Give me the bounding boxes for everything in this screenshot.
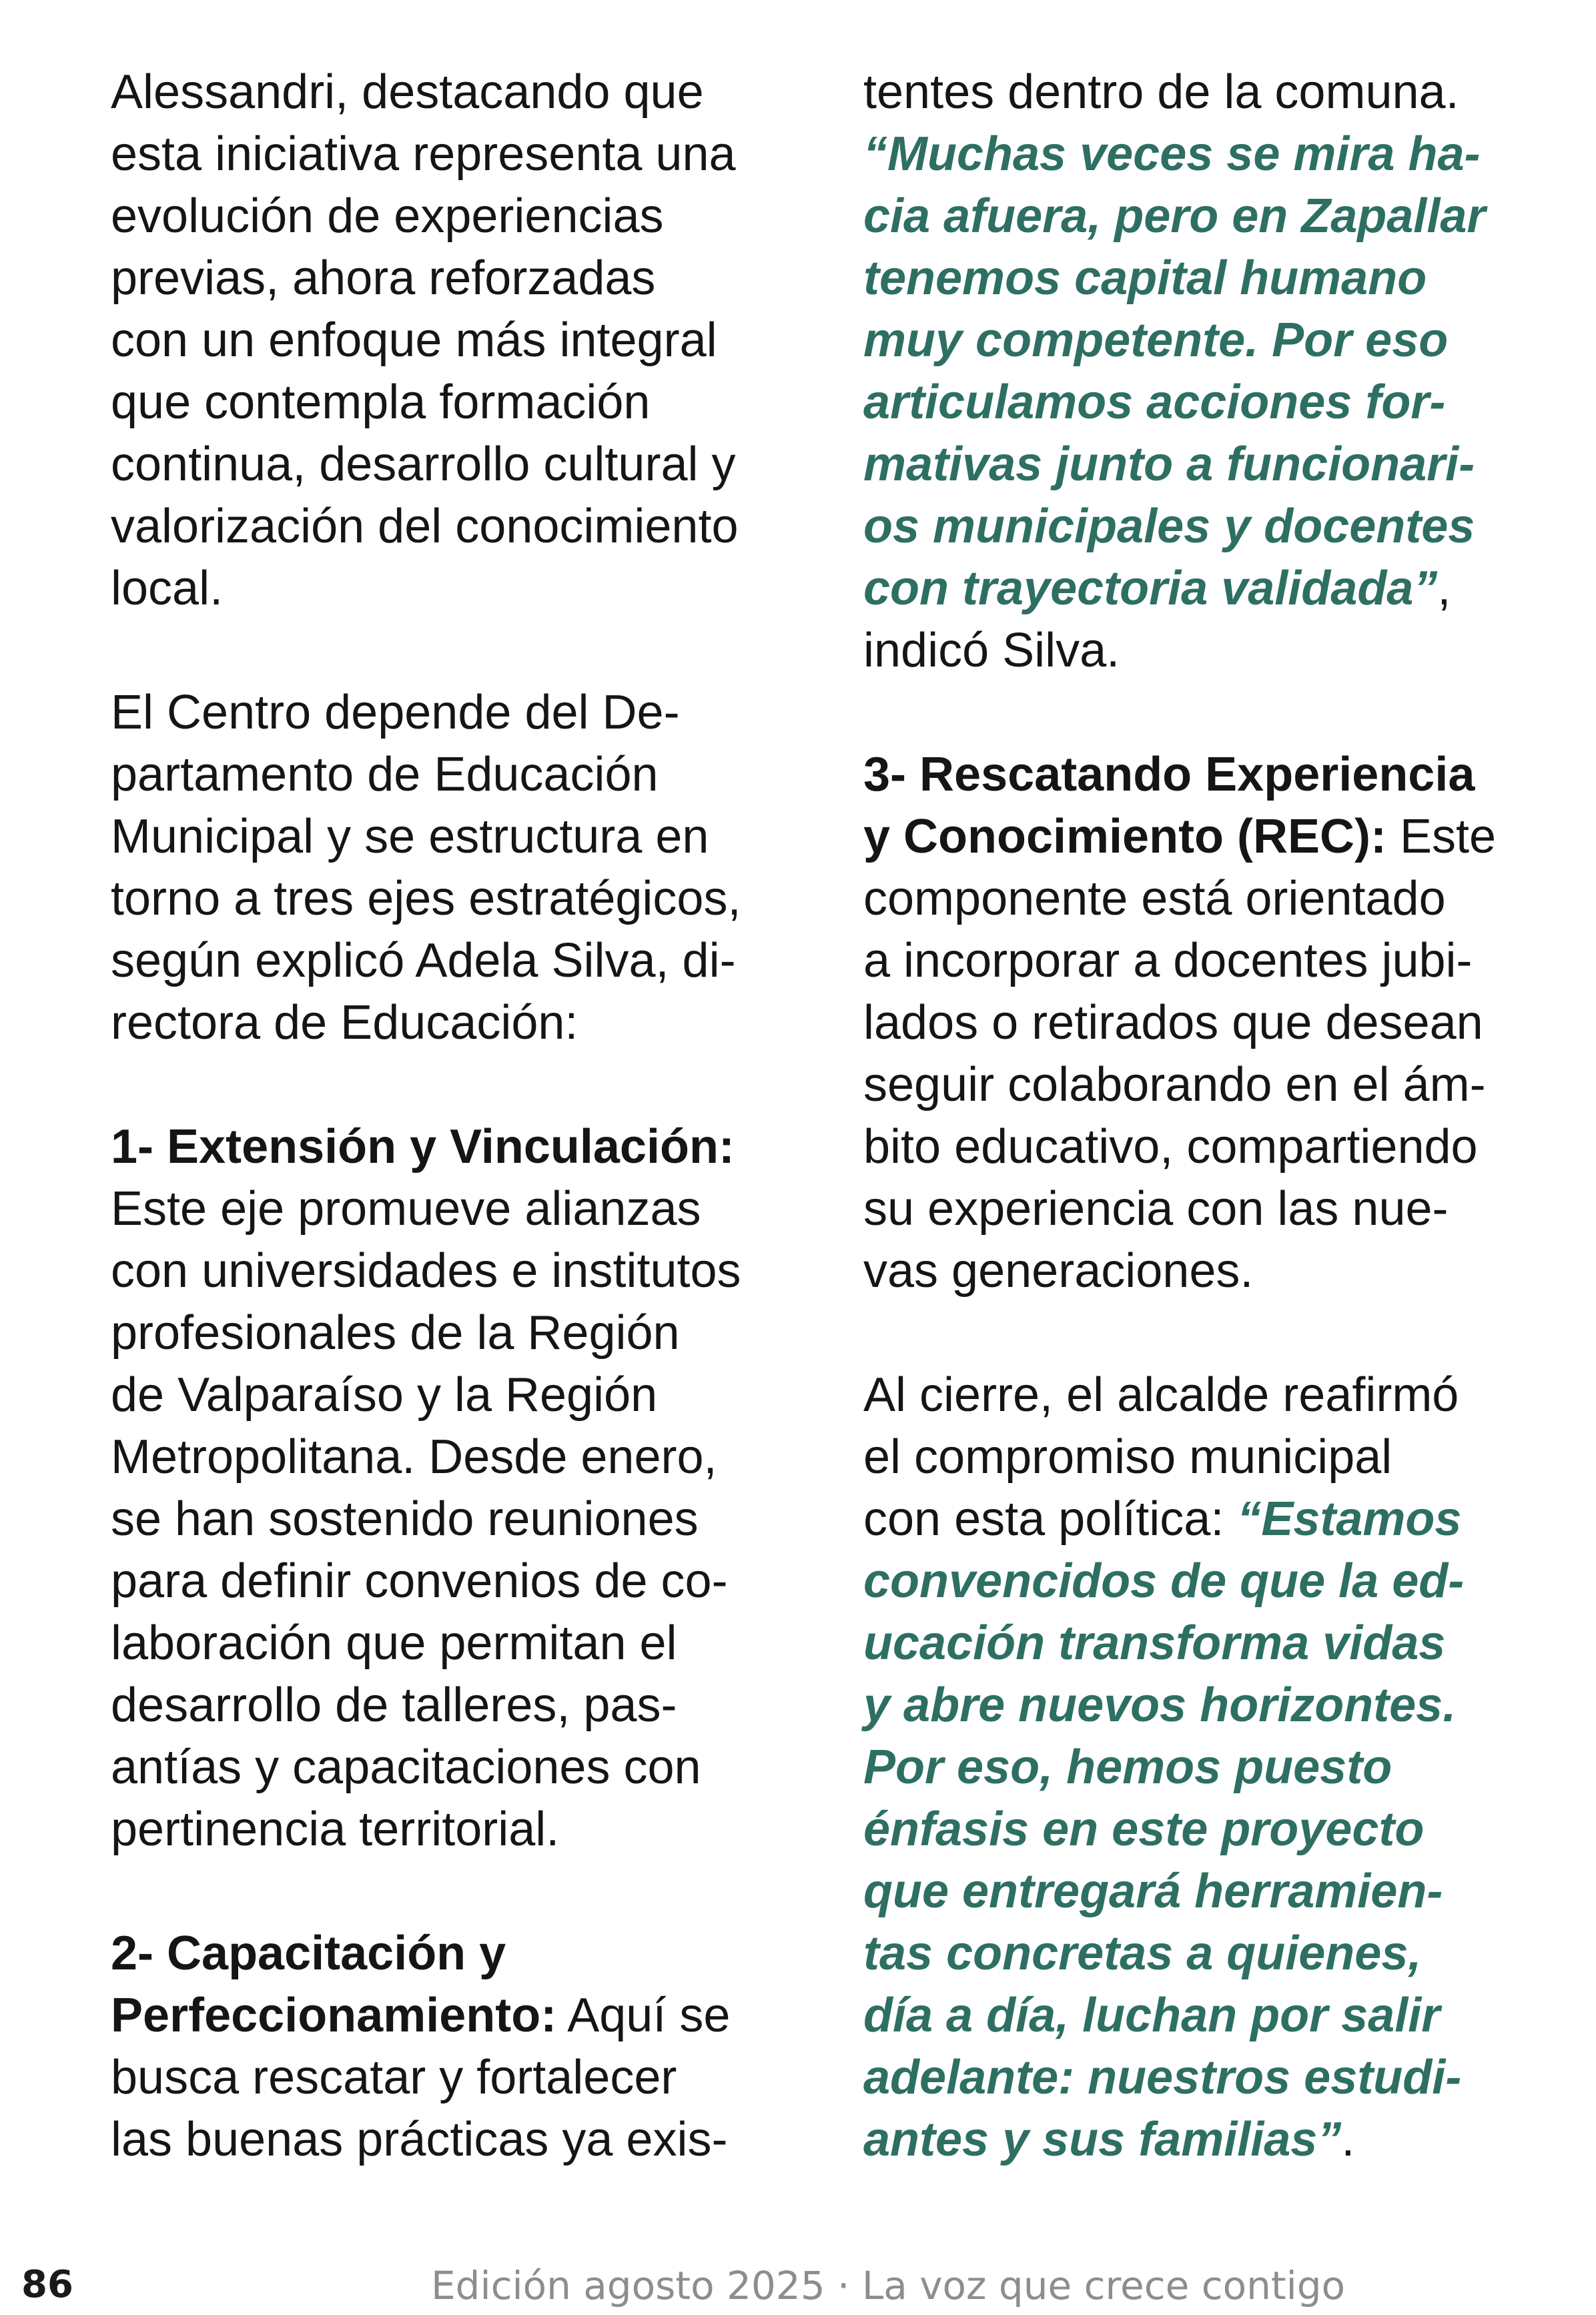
text-line	[863, 868, 1584, 930]
text-line	[863, 1550, 1584, 1612]
text-segment: bito educativo, compartiendo	[863, 1120, 1478, 1174]
text-segment: de Valparaíso y la Región	[111, 1368, 658, 1422]
quote-segment: tenemos capital humano	[863, 252, 1427, 305]
text-line	[111, 185, 805, 248]
paragraph-gap	[863, 682, 1584, 744]
text-segment: rectora de Educación:	[111, 996, 578, 1049]
text-line	[111, 1364, 805, 1426]
text-line	[111, 868, 805, 930]
text-segment: esta iniciativa representa una	[111, 127, 736, 181]
quote-segment: ucación transforma vidas	[863, 1616, 1446, 1670]
bold-segment: 3- Rescatando Experiencia	[863, 748, 1475, 801]
text-segment: Al cierre, el alcalde reafirmó	[863, 1368, 1459, 1422]
text-segment: .	[1341, 2113, 1355, 2166]
text-line	[863, 744, 1584, 806]
text-line	[863, 1985, 1584, 2047]
text-line	[111, 682, 805, 744]
page-footer	[0, 2248, 1596, 2315]
text-line	[863, 1240, 1584, 1302]
text-segment: Aquí se	[556, 1989, 731, 2042]
text-line	[863, 1178, 1584, 1240]
text-segment: tentes dentro de la comuna.	[863, 65, 1459, 119]
text-line	[111, 1240, 805, 1302]
text-line	[863, 2109, 1584, 2171]
quote-segment: y abre nuevos horizontes.	[863, 1679, 1457, 1732]
text-line	[111, 930, 805, 992]
text-line	[111, 1923, 805, 1985]
text-segment: a incorporar a docentes jubi-	[863, 934, 1473, 987]
text-line	[111, 1426, 805, 1488]
text-segment: vas generaciones.	[863, 1244, 1254, 1298]
text-line	[863, 1364, 1584, 1426]
text-segment: el compromiso municipal	[863, 1430, 1392, 1484]
bold-segment: Perfeccionamiento:	[111, 1989, 557, 2042]
text-line	[111, 61, 805, 123]
text-segment: previas, ahora reforzadas	[111, 252, 656, 305]
paragraph-gap	[111, 1861, 805, 1923]
paragraph-gap	[863, 1302, 1584, 1364]
text-line	[111, 2109, 805, 2171]
bold-segment: 1- Extensión y Vinculación:	[111, 1120, 735, 1174]
quote-segment: antes y sus familias”	[863, 2113, 1342, 2166]
quote-segment: convencidos de que la ed-	[863, 1554, 1465, 1608]
text-line	[863, 1116, 1584, 1178]
text-segment: evolución de experiencias	[111, 189, 664, 243]
text-segment: Metropolitana. Desde enero,	[111, 1430, 717, 1484]
text-segment: laboración que permitan el	[111, 1616, 677, 1670]
text-line	[863, 372, 1584, 434]
text-line	[863, 806, 1584, 868]
text-line	[111, 1799, 805, 1861]
text-line	[863, 123, 1584, 185]
text-segment: que contempla formación	[111, 376, 651, 429]
text-segment: torno a tres ejes estratégicos,	[111, 872, 741, 925]
text-line	[111, 496, 805, 558]
text-line	[863, 1737, 1584, 1799]
text-segment: Municipal y se estructura en	[111, 810, 709, 863]
text-line	[863, 930, 1584, 992]
text-segment: con universidades e institutos	[111, 1244, 741, 1298]
text-segment: las buenas prácticas ya exis-	[111, 2113, 728, 2166]
text-segment: indicó Silva.	[863, 624, 1120, 677]
text-line	[863, 1612, 1584, 1675]
text-segment: Alessandri, destacando que	[111, 65, 704, 119]
text-line	[863, 248, 1584, 310]
text-line	[111, 1737, 805, 1799]
text-line	[863, 185, 1584, 248]
text-line	[111, 1488, 805, 1550]
text-line	[863, 1799, 1584, 1861]
quote-segment: con trayectoria validada”	[863, 562, 1438, 615]
text-segment: busca rescatar y fortalecer	[111, 2051, 677, 2104]
quote-segment: “Muchas veces se mira ha-	[863, 127, 1481, 181]
text-line	[863, 1054, 1584, 1116]
paragraph-gap	[111, 620, 805, 682]
text-line	[111, 372, 805, 434]
quote-segment: adelante: nuestros estudi-	[863, 2051, 1462, 2104]
right-column	[863, 61, 1584, 2171]
text-segment: ,	[1437, 562, 1451, 615]
text-segment: se han sostenido reuniones	[111, 1492, 699, 1546]
text-line	[863, 310, 1584, 372]
text-segment: Este eje promueve alianzas	[111, 1182, 701, 1236]
quote-segment: tas concretas a quienes,	[863, 1927, 1422, 1980]
text-line	[111, 806, 805, 868]
quote-segment: que entregará herramien-	[863, 1865, 1443, 1918]
text-segment: partamento de Educación	[111, 748, 659, 801]
text-segment: seguir colaborando en el ám-	[863, 1058, 1486, 1111]
quote-segment: muy competente. Por eso	[863, 314, 1449, 367]
text-segment: con un enfoque más integral	[111, 314, 717, 367]
text-segment: pertinencia territorial.	[111, 1803, 560, 1856]
text-line	[863, 2047, 1584, 2109]
quote-segment: cia afuera, pero en Zapallar	[863, 189, 1486, 243]
quote-segment: articulamos acciones for-	[863, 376, 1446, 429]
text-line	[863, 1861, 1584, 1923]
text-line	[863, 620, 1584, 682]
text-line	[863, 1488, 1584, 1550]
text-segment: según explicó Adela Silva, di-	[111, 934, 736, 987]
text-line	[111, 248, 805, 310]
text-line	[111, 434, 805, 496]
quote-segment: mativas junto a funcionari-	[863, 438, 1475, 491]
text-line	[111, 1178, 805, 1240]
text-line	[111, 744, 805, 806]
text-segment: Este	[1386, 810, 1497, 863]
quote-segment: énfasis en este proyecto	[863, 1803, 1425, 1856]
quote-segment: Por eso, hemos puesto	[863, 1741, 1392, 1794]
text-segment: para definir convenios de co-	[111, 1554, 728, 1608]
text-line	[863, 1426, 1584, 1488]
text-line	[863, 1923, 1584, 1985]
text-line	[111, 123, 805, 185]
text-segment: con esta política:	[863, 1492, 1238, 1546]
text-segment: antías y capacitaciones con	[111, 1741, 701, 1794]
text-segment: desarrollo de talleres, pas-	[111, 1679, 677, 1732]
text-segment: lados o retirados que desean	[863, 996, 1483, 1049]
text-line	[863, 496, 1584, 558]
text-line	[111, 1116, 805, 1178]
bold-segment: y Conocimiento (REC):	[863, 810, 1386, 863]
quote-segment: os municipales y docentes	[863, 500, 1475, 553]
quote-segment: “Estamos	[1237, 1492, 1462, 1546]
text-line	[111, 1302, 805, 1364]
quote-segment: día a día, luchan por salir	[863, 1989, 1441, 2042]
text-segment: su experiencia con las nue-	[863, 1182, 1449, 1236]
text-line	[111, 310, 805, 372]
text-segment: continua, desarrollo cultural y	[111, 438, 736, 491]
text-segment: profesionales de la Región	[111, 1306, 680, 1360]
text-line	[111, 992, 805, 1054]
text-line	[863, 992, 1584, 1054]
text-line	[111, 558, 805, 620]
text-line	[863, 1675, 1584, 1737]
text-segment: El Centro depende del De-	[111, 686, 680, 739]
page-number: 86	[21, 2263, 73, 2306]
text-line	[111, 1550, 805, 1612]
text-line	[863, 434, 1584, 496]
paragraph-gap	[111, 1054, 805, 1116]
text-line	[111, 1675, 805, 1737]
bold-segment: 2- Capacitación y	[111, 1927, 506, 1980]
text-line	[111, 1612, 805, 1675]
text-segment: valorización del conocimiento	[111, 500, 739, 553]
text-line	[863, 61, 1584, 123]
text-segment: componente está orientado	[863, 872, 1446, 925]
text-line	[863, 558, 1584, 620]
text-segment: local.	[111, 562, 224, 615]
edition-line: Edición agosto 2025 · La voz que crece contigo	[431, 2263, 1346, 2308]
left-column	[111, 61, 805, 2171]
text-line	[111, 2047, 805, 2109]
text-line	[111, 1985, 805, 2047]
